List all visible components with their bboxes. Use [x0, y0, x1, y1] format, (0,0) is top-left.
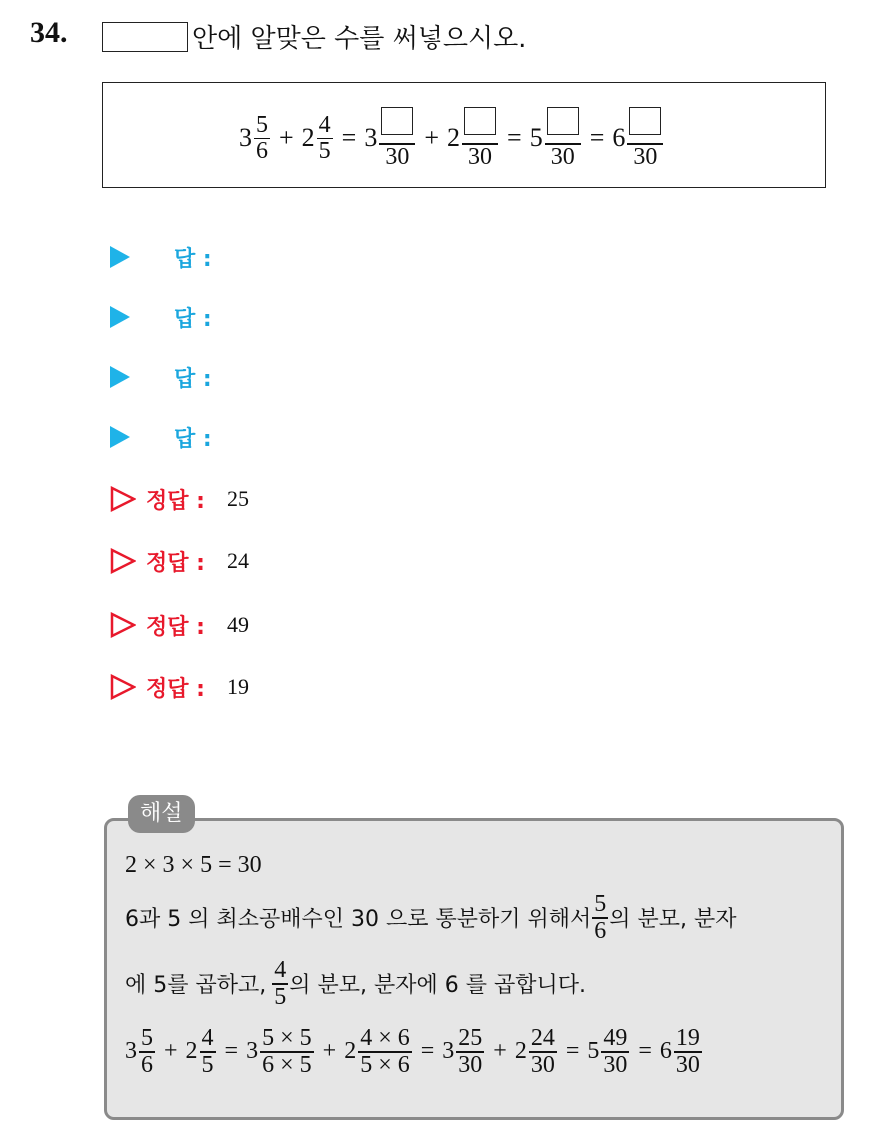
exp-frac-4-5 [272, 958, 288, 1010]
explanation-text: 2 × 3 × 5 = 30 [125, 852, 262, 878]
eq-num-b: 4 [318, 111, 331, 138]
eq-plus-2: + [424, 123, 440, 153]
answer-row-2 [110, 302, 212, 332]
answer-blank-1[interactable] [381, 107, 413, 135]
eq-plus: + [279, 123, 294, 153]
calc-op: + [322, 1038, 337, 1065]
calc-frac [601, 1026, 629, 1078]
play-triangle-icon [110, 306, 130, 328]
frac-num: 24 [530, 1025, 555, 1051]
frac-num: 25 [458, 1025, 483, 1051]
eq-frac-f [627, 107, 663, 170]
correct-value: 19 [226, 674, 249, 699]
calc-whole: 2 [185, 1038, 198, 1065]
eq-frac-e [545, 107, 581, 170]
frac-den: 5 [274, 983, 287, 1010]
frac-num: 19 [675, 1025, 700, 1051]
calc-whole: 2 [514, 1038, 527, 1065]
eq-whole-f: 6 [612, 123, 626, 153]
calc-frac [200, 1026, 216, 1078]
answer-blank-3[interactable] [547, 107, 579, 135]
outline-triangle-icon [110, 612, 136, 638]
calc-op: = [565, 1038, 580, 1065]
eq-whole-c: 3 [364, 123, 378, 153]
frac-num: 4 × 6 [360, 1025, 410, 1051]
eq-den-e: 30 [550, 143, 575, 170]
play-triangle-icon [110, 246, 130, 268]
frac-den: 5 [201, 1051, 214, 1078]
frac-den: 6 [141, 1051, 153, 1078]
frac-num: 5 [594, 891, 607, 917]
calc-whole: 2 [344, 1038, 357, 1065]
eq-whole-b: 2 [301, 123, 315, 153]
frac-den: 30 [530, 1051, 555, 1078]
calc-frac [139, 1026, 155, 1078]
correct-row-1 [110, 484, 249, 514]
play-triangle-icon [110, 366, 130, 388]
eq-frac-a [254, 113, 270, 165]
question-instruction-line [102, 18, 526, 55]
equation [239, 107, 664, 170]
answer-blank-2[interactable] [464, 107, 496, 135]
explanation-text: 의 분모, 분자 [609, 907, 737, 933]
eq-frac-b [317, 113, 333, 165]
blank-box-sample [102, 22, 188, 52]
eq-den-c: 30 [385, 143, 410, 170]
explanation-text: 6과 5 의 최소공배수인 30 으로 통분하기 위해서 [125, 907, 592, 933]
calc-frac [456, 1026, 484, 1078]
answer-label: 답 : [174, 306, 212, 332]
eq-frac-d [462, 107, 498, 170]
exp-frac-5-6 [592, 892, 608, 944]
outline-triangle-icon [110, 548, 136, 574]
eq-den-a: 6 [256, 138, 268, 165]
calc-op: + [164, 1038, 178, 1065]
explanation-line-1 [125, 852, 262, 879]
equation-box [102, 82, 826, 188]
frac-num: 4 [201, 1025, 214, 1051]
explanation-line-2 [125, 892, 736, 944]
eq-whole-e: 5 [529, 123, 543, 153]
explanation-text: 의 분모, 분자에 6 를 곱합니다. [289, 973, 586, 999]
calc-whole: 5 [587, 1038, 600, 1065]
correct-row-3 [110, 610, 249, 640]
answer-blank-4[interactable] [629, 107, 661, 135]
eq-den-d: 30 [468, 143, 493, 170]
correct-label: 정답 : [146, 488, 205, 514]
frac-num: 5 [141, 1025, 153, 1051]
eq-den-b: 5 [318, 138, 331, 165]
answer-label: 답 : [174, 246, 212, 272]
explanation-text: 에 5를 곱하고, [125, 973, 267, 999]
answer-row-3 [110, 362, 212, 392]
correct-value: 49 [226, 612, 249, 637]
correct-value: 24 [226, 548, 249, 573]
explanation-calculation [125, 1026, 703, 1078]
explanation-tab: 해설 [128, 795, 195, 833]
eq-num-a: 5 [256, 111, 268, 138]
frac-den: 30 [458, 1051, 483, 1078]
calc-whole: 3 [246, 1038, 259, 1065]
correct-label: 정답 : [146, 550, 205, 576]
play-triangle-icon [110, 426, 130, 448]
correct-row-2 [110, 546, 249, 576]
calc-op: = [224, 1038, 239, 1065]
answer-label: 답 : [174, 366, 212, 392]
calc-whole: 3 [125, 1038, 137, 1065]
frac-den: 30 [603, 1051, 628, 1078]
calc-frac [674, 1026, 702, 1078]
answer-row-4 [110, 422, 212, 452]
calc-op: = [638, 1038, 652, 1065]
frac-den: 6 × 5 [262, 1051, 312, 1078]
calc-frac [529, 1026, 557, 1078]
frac-den: 5 × 6 [360, 1051, 410, 1078]
frac-den: 6 [594, 917, 607, 944]
correct-row-4 [110, 672, 249, 702]
eq-equals-2: = [507, 123, 522, 153]
eq-whole-d: 2 [447, 123, 461, 153]
question-instruction: 안에 알맞은 수를 써넣으시오. [192, 24, 527, 54]
frac-num: 5 × 5 [262, 1025, 312, 1051]
calc-frac [358, 1026, 412, 1078]
eq-whole-a: 3 [239, 123, 252, 153]
calc-frac [260, 1026, 314, 1078]
calc-whole: 3 [442, 1038, 455, 1065]
frac-num: 49 [603, 1025, 628, 1051]
answer-label: 답 : [174, 426, 212, 452]
eq-equals-1: = [341, 123, 357, 153]
calc-op: + [493, 1038, 507, 1065]
eq-frac-c [379, 107, 415, 170]
calc-whole: 6 [659, 1038, 672, 1065]
correct-label: 정답 : [146, 676, 205, 702]
eq-den-f: 30 [633, 143, 658, 170]
calc-op: = [420, 1038, 435, 1065]
correct-label: 정답 : [146, 614, 205, 640]
answer-row-1 [110, 242, 212, 272]
outline-triangle-icon [110, 486, 136, 512]
eq-equals-3: = [589, 123, 605, 153]
frac-den: 30 [675, 1051, 700, 1078]
outline-triangle-icon [110, 674, 136, 700]
explanation-line-3 [125, 958, 586, 1010]
question-number: 34. [30, 16, 68, 49]
correct-value: 25 [226, 486, 249, 511]
frac-num: 4 [274, 957, 287, 983]
